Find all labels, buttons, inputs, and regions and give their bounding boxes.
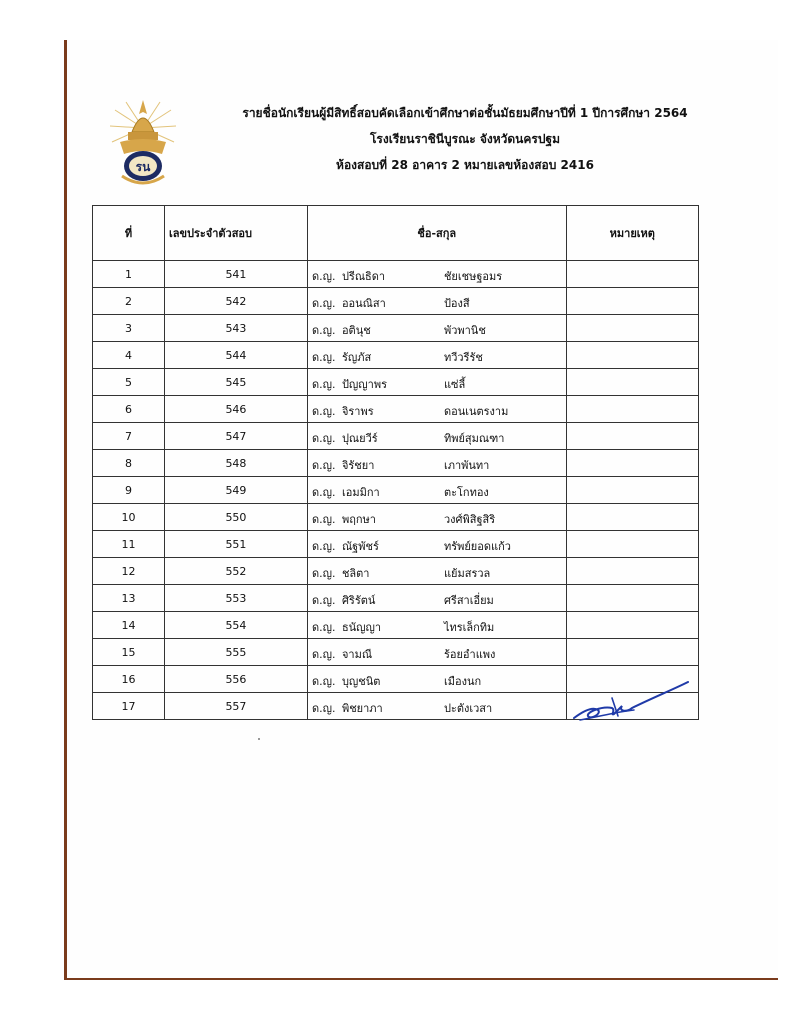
exam-id: 549 (164, 477, 307, 504)
student-name (307, 342, 566, 369)
first-name: เอมมิกา (341, 486, 380, 499)
exam-id: 556 (164, 666, 307, 693)
first-name: ณัฐพัชร์ (341, 540, 379, 553)
row-number: 9 (93, 477, 165, 504)
table-row (93, 612, 699, 639)
last-name: วงศ์พิสิฐสิริ (443, 513, 496, 526)
speck (258, 738, 260, 740)
exam-id: 543 (164, 315, 307, 342)
exam-id: 542 (164, 288, 307, 315)
row-number: 5 (93, 369, 165, 396)
name-prefix: ด.ญ. (311, 621, 336, 634)
table-row (93, 558, 699, 585)
exam-id: 555 (164, 639, 307, 666)
remark-cell (566, 423, 698, 450)
table-row (93, 585, 699, 612)
table-row (93, 504, 699, 531)
remark-cell (566, 261, 698, 288)
student-name (307, 531, 566, 558)
name-prefix: ด.ญ. (311, 324, 336, 337)
row-number: 13 (93, 585, 165, 612)
first-name: จิราพร (341, 405, 374, 418)
student-name (307, 558, 566, 585)
row-number: 10 (93, 504, 165, 531)
row-number: 6 (93, 396, 165, 423)
name-prefix: ด.ญ. (311, 594, 336, 607)
exam-id: 547 (164, 423, 307, 450)
exam-id: 550 (164, 504, 307, 531)
last-name: ชัยเชษฐอมร (443, 270, 503, 283)
remark-cell (566, 369, 698, 396)
name-prefix: ด.ญ. (311, 540, 336, 553)
exam-id: 551 (164, 531, 307, 558)
remark-cell (566, 639, 698, 666)
row-number: 7 (93, 423, 165, 450)
table-header-row (93, 206, 699, 261)
last-name: ไทรเล็กทิม (443, 621, 495, 634)
row-number: 14 (93, 612, 165, 639)
document-header (200, 100, 730, 178)
first-name: ชลิตา (341, 567, 370, 580)
exam-id: 548 (164, 450, 307, 477)
first-name: พฤกษา (341, 513, 376, 526)
first-name: บุญชนิต (341, 675, 381, 688)
last-name: แซ่ลี้ (443, 378, 466, 391)
table-row (93, 288, 699, 315)
remark-cell (566, 288, 698, 315)
last-name: ป้องสี (443, 297, 470, 310)
student-name (307, 315, 566, 342)
name-prefix: ด.ญ. (311, 459, 336, 472)
remark-cell (566, 558, 698, 585)
table-row (93, 261, 699, 288)
remark-cell (566, 477, 698, 504)
first-name: ออนณิสา (341, 297, 386, 310)
first-name: ปรีณธิดา (341, 270, 386, 283)
row-number: 15 (93, 639, 165, 666)
remark-cell (566, 585, 698, 612)
col-header-no: ที่ (93, 206, 165, 261)
name-prefix: ด.ญ. (311, 486, 336, 499)
col-header-name: ชื่อ-สกุล (307, 206, 566, 261)
last-name: แย้มสรวล (443, 567, 491, 580)
header-exam-room: ห้องสอบที่ 28 อาคาร 2 หมายเลขห้องสอบ 2416 (336, 158, 594, 172)
remark-cell (566, 612, 698, 639)
header-title: รายชื่อนักเรียนผู้มีสิทธิ์สอบคัดเลือกเข้าศึกษาต่อชั้นมัธยมศึกษาปีที่ 1 ปีการศึกษา 2564 (242, 106, 688, 120)
row-number: 8 (93, 450, 165, 477)
last-name: ทรัพย์ยอดแก้ว (443, 540, 511, 553)
table-row (93, 423, 699, 450)
exam-id: 553 (164, 585, 307, 612)
table-row (93, 639, 699, 666)
remark-cell (566, 342, 698, 369)
remark-cell (566, 504, 698, 531)
name-prefix: ด.ญ. (311, 432, 336, 445)
exam-id: 557 (164, 693, 307, 720)
last-name: ทวีวรีรัช (443, 351, 483, 364)
table-row (93, 315, 699, 342)
row-number: 1 (93, 261, 165, 288)
name-prefix: ด.ญ. (311, 378, 336, 391)
student-name (307, 450, 566, 477)
row-number: 11 (93, 531, 165, 558)
row-number: 2 (93, 288, 165, 315)
exam-id: 544 (164, 342, 307, 369)
name-prefix: ด.ญ. (311, 405, 336, 418)
last-name: เภาพันทา (443, 459, 490, 472)
student-name (307, 423, 566, 450)
table-row (93, 477, 699, 504)
student-name (307, 612, 566, 639)
last-name: เมืองนก (443, 675, 482, 688)
name-prefix: ด.ญ. (311, 648, 336, 661)
signature-icon (572, 676, 690, 724)
first-name: จิรัชยา (341, 459, 375, 472)
student-name (307, 639, 566, 666)
first-name: อตินุช (341, 324, 371, 337)
name-prefix: ด.ญ. (311, 702, 336, 715)
row-number: 17 (93, 693, 165, 720)
remark-cell (566, 531, 698, 558)
name-prefix: ด.ญ. (311, 270, 336, 283)
exam-id: 554 (164, 612, 307, 639)
name-prefix: ด.ญ. (311, 675, 336, 688)
student-name (307, 693, 566, 720)
first-name: ปัญญาพร (341, 378, 388, 391)
name-prefix: ด.ญ. (311, 351, 336, 364)
last-name: ทิพย์สุมณฑา (443, 432, 505, 445)
row-number: 4 (93, 342, 165, 369)
table-body (93, 261, 699, 720)
table-row (93, 396, 699, 423)
remark-cell (566, 450, 698, 477)
last-name: ร้อยอำแพง (443, 648, 496, 661)
crest-monogram: รน (135, 160, 151, 174)
row-number: 12 (93, 558, 165, 585)
school-crest-icon (110, 98, 176, 190)
first-name: ศิริรัตน์ (341, 594, 376, 607)
col-header-exam-id: เลขประจำตัวสอบ (164, 206, 307, 261)
table-row (93, 369, 699, 396)
col-header-remark: หมายเหตุ (566, 206, 698, 261)
last-name: ตะโกทอง (443, 486, 489, 499)
table-row (93, 531, 699, 558)
exam-id: 541 (164, 261, 307, 288)
name-prefix: ด.ญ. (311, 567, 336, 580)
table-row (93, 342, 699, 369)
row-number: 16 (93, 666, 165, 693)
first-name: ธนัญญา (341, 621, 382, 634)
exam-id: 552 (164, 558, 307, 585)
student-name (307, 504, 566, 531)
student-name (307, 288, 566, 315)
exam-id: 546 (164, 396, 307, 423)
last-name: พัวพานิช (443, 324, 486, 337)
table-row (93, 450, 699, 477)
remark-cell (566, 396, 698, 423)
row-number: 3 (93, 315, 165, 342)
remark-cell (566, 315, 698, 342)
student-name (307, 369, 566, 396)
student-roster-table (92, 205, 699, 720)
student-name (307, 396, 566, 423)
header-school: โรงเรียนราชินีบูรณะ จังหวัดนครปฐม (369, 132, 561, 146)
student-name (307, 261, 566, 288)
name-prefix: ด.ญ. (311, 513, 336, 526)
exam-id: 545 (164, 369, 307, 396)
first-name: จามณี (341, 648, 373, 661)
name-prefix: ด.ญ. (311, 297, 336, 310)
first-name: รัญภัส (341, 351, 372, 364)
last-name: ปะตังเวสา (443, 702, 493, 715)
student-name (307, 477, 566, 504)
first-name: พิชยาภา (341, 702, 383, 715)
last-name: ดอนเนตรงาม (443, 405, 509, 418)
first-name: ปุณยวีร์ (341, 432, 378, 445)
student-name (307, 666, 566, 693)
last-name: ศรีสาเอี่ยม (443, 594, 494, 607)
student-name (307, 585, 566, 612)
